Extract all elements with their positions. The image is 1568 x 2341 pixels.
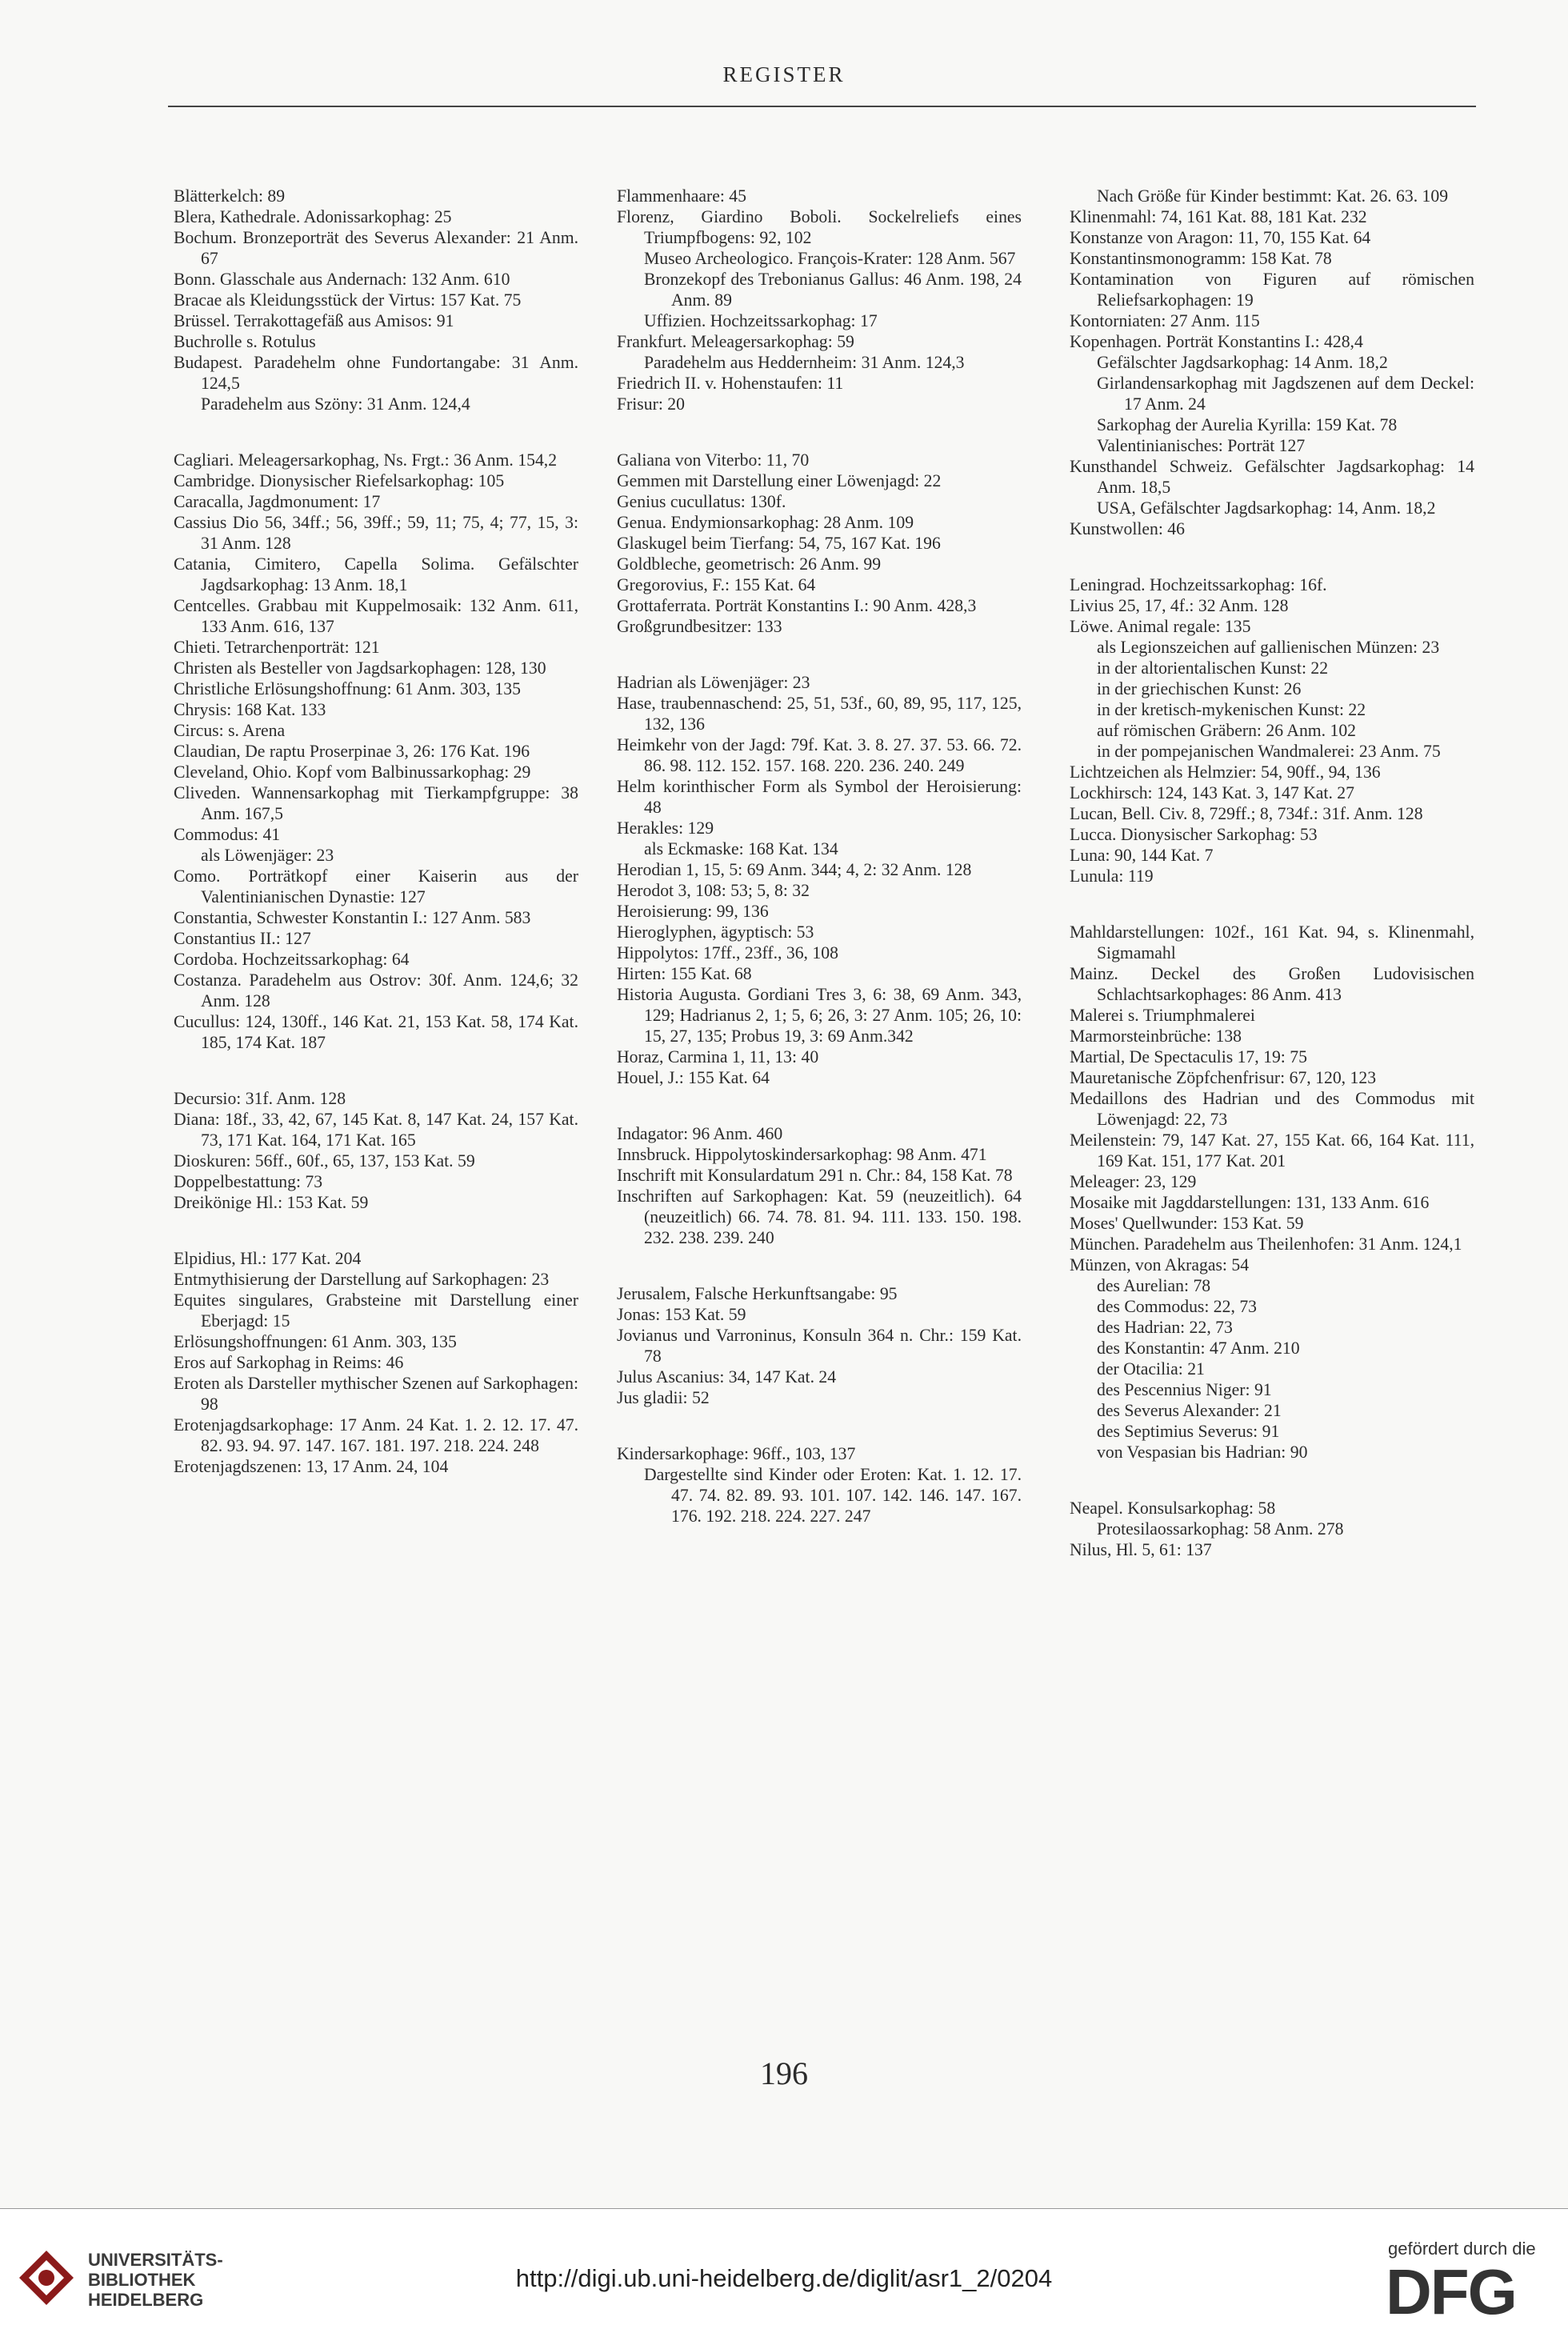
- index-column-middle: [617, 186, 1022, 1527]
- index-entry: Blera, Kathedrale. Adonissarkophag: 25: [174, 207, 452, 226]
- index-subentry: in der pompejanischen Wandmalerei: 23 Anm. 75: [1097, 742, 1441, 761]
- index-entry: Costanza. Paradehelm aus Ostrov: 30f. Anm. 124,6; 32 Anm. 128: [174, 970, 578, 1010]
- section-gap: [174, 1053, 578, 1088]
- index-subentry: des Septimius Severus: 91: [1097, 1422, 1280, 1441]
- index-entry: Hieroglyphen, ägyptisch: 53: [617, 922, 814, 942]
- index-entry: Erotenjagdsarkophage: 17 Anm. 24 Kat. 1. 2. 12. 17. 47. 82. 93. 94. 97. 147. 167. 181. 197. 218. 224. 248: [174, 1415, 578, 1455]
- index-entry: Brüssel. Terrakottagefäß aus Amisos: 91: [174, 311, 454, 330]
- index-entry: Frisur: 20: [617, 394, 685, 414]
- section-gap: [174, 1213, 578, 1248]
- index-entry: Jerusalem, Falsche Herkunftsangabe: 95: [617, 1284, 898, 1303]
- index-subentry: Uffizien. Hochzeitssarkophag: 17: [644, 311, 878, 330]
- index-entry: Mosaike mit Jagddarstellungen: 131, 133 Anm. 616: [1070, 1193, 1430, 1212]
- index-entry: Christen als Besteller von Jagdsarkophagen: 128, 130: [174, 658, 546, 678]
- index-entry: Bonn. Glasschale aus Andernach: 132 Anm. 610: [174, 270, 510, 289]
- header-rule: [168, 106, 1476, 107]
- index-entry: Julus Ascanius: 34, 147 Kat. 24: [617, 1367, 837, 1387]
- index-subentry: als Legionszeichen auf gallienischen Münzen: 23: [1097, 638, 1440, 657]
- index-entry: Medaillons des Hadrian und des Commodus mit Löwenjagd: 22, 73: [1070, 1089, 1474, 1129]
- index-entry: Cagliari. Meleagersarkophag, Ns. Frgt.: 36 Anm. 154,2: [174, 450, 558, 470]
- index-entry: Malerei s. Triumphmalerei: [1070, 1006, 1255, 1025]
- index-entry: Gregorovius, F.: 155 Kat. 64: [617, 575, 816, 594]
- index-entry: Genua. Endymionsarkophag: 28 Anm. 109: [617, 513, 914, 532]
- index-subentry: Valentinianisches: Porträt 127: [1097, 436, 1306, 455]
- index-entry: Eroten als Darsteller mythischer Szenen auf Sarkophagen: 98: [174, 1374, 578, 1414]
- section-gap: [174, 414, 578, 450]
- index-entry: Goldbleche, geometrisch: 26 Anm. 99: [617, 554, 882, 574]
- index-entry: Klinenmahl: 74, 161 Kat. 88, 181 Kat. 232: [1070, 207, 1367, 226]
- index-entry: Erotenjagdszenen: 13, 17 Anm. 24, 104: [174, 1457, 449, 1476]
- index-subentry: Nach Größe für Kinder bestimmt: Kat. 26. 63. 109: [1097, 186, 1449, 206]
- institution-line: UNIVERSITÄTS-: [88, 2250, 223, 2270]
- index-entry: Großgrundbesitzer: 133: [617, 617, 782, 636]
- section-gap: [617, 637, 1022, 672]
- index-subentry: der Otacilia: 21: [1097, 1359, 1205, 1379]
- index-entry: Glaskugel beim Tierfang: 54, 75, 167 Kat. 196: [617, 534, 941, 553]
- permalink-url[interactable]: http://digi.ub.uni-heidelberg.de/diglit/asr1_2/0204: [515, 2264, 1053, 2292]
- index-entry: Innsbruck. Hippolytoskindersarkophag: 98 Anm. 471: [617, 1145, 987, 1164]
- index-subentry: auf römischen Gräbern: 26 Anm. 102: [1097, 721, 1357, 740]
- index-entry: Kunstwollen: 46: [1070, 519, 1185, 538]
- index-entry: Marmorsteinbrüche: 138: [1070, 1026, 1242, 1046]
- funding-caption: gefördert durch die: [1388, 2239, 1536, 2259]
- index-entry: Blätterkelch: 89: [174, 186, 286, 206]
- index-entry: Bracae als Kleidungsstück der Virtus: 157 Kat. 75: [174, 290, 522, 310]
- index-subentry: Gefälschter Jagdsarkophag: 14 Anm. 18,2: [1097, 353, 1388, 372]
- index-entry: Commodus: 41: [174, 825, 281, 844]
- index-subentry: Girlandensarkophag mit Jagdszenen auf dem Deckel: 17 Anm. 24: [1097, 374, 1474, 414]
- index-entry: Genius cucullatus: 130f.: [617, 492, 786, 511]
- index-subentry: Dargestellte sind Kinder oder Eroten: Kat. 1. 12. 17. 47. 74. 82. 89. 93. 101. 107. 142. 146. 147. 167. 176. 192. 218. 224. 227. 247: [644, 1465, 1022, 1526]
- index-entry: Constantia, Schwester Konstantin I.: 127 Anm. 583: [174, 908, 531, 927]
- index-entry: Konstanze von Aragon: 11, 70, 155 Kat. 64: [1070, 228, 1371, 247]
- index-entry: Konstantinsmonogramm: 158 Kat. 78: [1070, 249, 1332, 268]
- index-subentry: Paradehelm aus Heddernheim: 31 Anm. 124,3: [644, 353, 965, 372]
- index-entry: Budapest. Paradehelm ohne Fundortangabe: 31 Anm. 124,5: [174, 353, 578, 393]
- index-entry: Kunsthandel Schweiz. Gefälschter Jagdsarkophag: 14 Anm. 18,5: [1070, 457, 1474, 497]
- index-entry: Eros auf Sarkophag in Reims: 46: [174, 1353, 404, 1372]
- index-subentry: USA, Gefälschter Jagdsarkophag: 14, Anm. 18,2: [1097, 498, 1436, 518]
- section-gap: [617, 1408, 1022, 1443]
- index-entry: Livius 25, 17, 4f.: 32 Anm. 128: [1070, 596, 1289, 615]
- index-subentry: des Pescennius Niger: 91: [1097, 1380, 1272, 1399]
- index-entry: Gemmen mit Darstellung einer Löwenjagd: 22: [617, 471, 942, 490]
- index-entry: Centcelles. Grabbau mit Kuppelmosaik: 132 Anm. 611, 133 Anm. 616, 137: [174, 596, 578, 636]
- index-entry: Frankfurt. Meleagersarkophag: 59: [617, 332, 854, 351]
- index-entry: Bochum. Bronzeporträt des Severus Alexander: 21 Anm. 67: [174, 228, 578, 268]
- index-entry: Löwe. Animal regale: 135: [1070, 617, 1251, 636]
- index-subentry: von Vespasian bis Hadrian: 90: [1097, 1443, 1308, 1462]
- index-entry: Helm korinthischer Form als Symbol der Heroisierung: 48: [617, 777, 1022, 817]
- index-entry: Mauretanische Zöpfchenfrisur: 67, 120, 123: [1070, 1068, 1377, 1087]
- index-entry: Como. Porträtkopf einer Kaiserin aus der Valentinianischen Dynastie: 127: [174, 866, 578, 906]
- index-entry: Cordoba. Hochzeitssarkophag: 64: [174, 950, 410, 969]
- index-subentry: des Commodus: 22, 73: [1097, 1297, 1258, 1316]
- index-entry: Caracalla, Jagdmonument: 17: [174, 492, 381, 511]
- running-header: REGISTER: [722, 62, 846, 86]
- index-entry: Historia Augusta. Gordiani Tres 3, 6: 38, 69 Anm. 343, 129; Hadrianus 2, 1; 5, 6; 26, 3: 27 Anm. 105; 26, 10: 15, 27, 135; Probus 19, 3: 69 Anm.342: [617, 985, 1022, 1046]
- index-entry: Circus: s. Arena: [174, 721, 286, 740]
- index-entry: Neapel. Konsulsarkophag: 58: [1070, 1499, 1276, 1518]
- index-entry: Meleager: 23, 129: [1070, 1172, 1197, 1191]
- index-column-right: [1070, 186, 1474, 1560]
- index-entry: Herakles: 129: [617, 818, 714, 838]
- institution-line: BIBLIOTHEK: [88, 2270, 196, 2290]
- index-entry: Diana: 18f., 33, 42, 67, 145 Kat. 8, 147 Kat. 24, 157 Kat. 73, 171 Kat. 164, 171 Kat. 165: [174, 1110, 578, 1150]
- index-entry: Cleveland, Ohio. Kopf vom Balbinussarkophag: 29: [174, 762, 531, 782]
- index-subentry: Museo Archeologico. François-Krater: 128 Anm. 567: [644, 249, 1016, 268]
- index-entry: Galiana von Viterbo: 11, 70: [617, 450, 810, 470]
- index-entry: Hirten: 155 Kat. 68: [617, 964, 752, 983]
- index-entry: Hadrian als Löwenjäger: 23: [617, 673, 810, 692]
- index-subentry: in der altorientalischen Kunst: 22: [1097, 658, 1329, 678]
- index-subentry: des Hadrian: 22, 73: [1097, 1318, 1233, 1337]
- index-entry: Mahldarstellungen: 102f., 161 Kat. 94, s. Klinenmahl, Sigmamahl: [1070, 922, 1474, 962]
- index-subentry: in der griechischen Kunst: 26: [1097, 679, 1302, 698]
- index-entry: Flammenhaare: 45: [617, 186, 746, 206]
- index-entry: Kopenhagen. Porträt Konstantins I.: 428,4: [1070, 332, 1363, 351]
- index-entry: Kontamination von Figuren auf römischen Reliefsarkophagen: 19: [1070, 270, 1474, 310]
- index-subentry: des Konstantin: 47 Anm. 210: [1097, 1339, 1300, 1358]
- index-entry: Cucullus: 124, 130ff., 146 Kat. 21, 153 Kat. 58, 174 Kat. 185, 174 Kat. 187: [174, 1012, 578, 1052]
- index-entry: Jovianus und Varroninus, Konsuln 364 n. Chr.: 159 Kat. 78: [617, 1326, 1022, 1366]
- index-entry: Cliveden. Wannensarkophag mit Tierkampfgruppe: 38 Anm. 167,5: [174, 783, 578, 823]
- index-subentry: Bronzekopf des Trebonianus Gallus: 46 Anm. 198, 24 Anm. 89: [644, 270, 1022, 310]
- index-entry: Dreikönige Hl.: 153 Kat. 59: [174, 1193, 369, 1212]
- index-entry: Decursio: 31f. Anm. 128: [174, 1089, 346, 1108]
- index-subentry: Paradehelm aus Szöny: 31 Anm. 124,4: [201, 394, 470, 414]
- index-entry: Doppelbestattung: 73: [174, 1172, 323, 1191]
- index-entry: Christliche Erlösungshoffnung: 61 Anm. 303, 135: [174, 679, 521, 698]
- index-entry: Lucan, Bell. Civ. 8, 729ff.; 8, 734f.: 31f. Anm. 128: [1070, 804, 1423, 823]
- section-gap: [1070, 1463, 1474, 1498]
- index-subentry: des Severus Alexander: 21: [1097, 1401, 1282, 1420]
- index-entry: Inschrift mit Konsulardatum 291 n. Chr.: 84, 158 Kat. 78: [617, 1166, 1013, 1185]
- index-entry: Claudian, De raptu Proserpinae 3, 26: 176 Kat. 196: [174, 742, 530, 761]
- index-entry: Erlösungshoffnungen: 61 Anm. 303, 135: [174, 1332, 457, 1351]
- index-entry: Houel, J.: 155 Kat. 64: [617, 1068, 770, 1087]
- index-subentry: in der kretisch-mykenischen Kunst: 22: [1097, 700, 1366, 719]
- index-entry: Entmythisierung der Darstellung auf Sarkophagen: 23: [174, 1270, 550, 1289]
- index-entry: Elpidius, Hl.: 177 Kat. 204: [174, 1249, 362, 1268]
- index-entry: Equites singulares, Grabsteine mit Darstellung einer Eberjagd: 15: [174, 1291, 578, 1331]
- index-entry: Jus gladii: 52: [617, 1388, 710, 1407]
- index-entry: Luna: 90, 144 Kat. 7: [1070, 846, 1214, 865]
- section-gap: [617, 1088, 1022, 1123]
- index-entry: Cassius Dio 56, 34ff.; 56, 39ff.; 59, 11; 75, 4; 77, 15, 3: 31 Anm. 128: [174, 513, 578, 553]
- index-entry: Dioskuren: 56ff., 60f., 65, 137, 153 Kat. 59: [174, 1151, 475, 1170]
- institution-line: HEIDELBERG: [88, 2290, 204, 2310]
- index-entry: Inschriften auf Sarkophagen: Kat. 59 (neuzeitlich). 64 (neuzeitlich) 66. 74. 78. 81. 94. 111. 133. 150. 198. 232. 238. 239. 240: [617, 1187, 1022, 1247]
- index-entry: Chrysis: 168 Kat. 133: [174, 700, 326, 719]
- index-entry: Cambridge. Dionysischer Riefelsarkophag: 105: [174, 471, 505, 490]
- index-subentry: als Löwenjäger: 23: [201, 846, 334, 865]
- index-subentry: des Aurelian: 78: [1097, 1276, 1211, 1295]
- index-entry: Kindersarkophage: 96ff., 103, 137: [617, 1444, 856, 1463]
- index-entry: Chieti. Tetrarchenporträt: 121: [174, 638, 380, 657]
- dfg-logo: DFG: [1386, 2256, 1516, 2327]
- index-entry: Lunula: 119: [1070, 866, 1154, 886]
- section-gap: [1070, 886, 1474, 922]
- index-entry: Hippolytos: 17ff., 23ff., 36, 108: [617, 943, 838, 962]
- index-entry: Münzen, von Akragas: 54: [1070, 1255, 1250, 1275]
- index-entry: Friedrich II. v. Hohenstaufen: 11: [617, 374, 844, 393]
- index-entry: Lockhirsch: 124, 143 Kat. 3, 147 Kat. 27: [1070, 783, 1354, 802]
- index-subentry: Sarkophag der Aurelia Kyrilla: 159 Kat. 78: [1097, 415, 1398, 434]
- section-gap: [617, 1248, 1022, 1283]
- index-entry: Meilenstein: 79, 147 Kat. 27, 155 Kat. 66, 164 Kat. 111, 169 Kat. 151, 177 Kat. 201: [1070, 1130, 1474, 1170]
- index-entry: Indagator: 96 Anm. 460: [617, 1124, 783, 1143]
- index-entry: Moses' Quellwunder: 153 Kat. 59: [1070, 1214, 1304, 1233]
- index-entry: Heimkehr von der Jagd: 79f. Kat. 3. 8. 27. 37. 53. 66. 72. 86. 98. 112. 152. 157. 168. 220. 236. 240. 249: [617, 735, 1022, 775]
- index-entry: Nilus, Hl. 5, 61: 137: [1070, 1540, 1212, 1559]
- index-entry: Herodot 3, 108: 53; 5, 8: 32: [617, 881, 810, 900]
- index-entry: Heroisierung: 99, 136: [617, 902, 769, 921]
- index-column-left: [174, 186, 578, 1477]
- index-entry: Horaz, Carmina 1, 11, 13: 40: [617, 1047, 819, 1066]
- section-gap: [1070, 539, 1474, 574]
- index-entry: Lichtzeichen als Helmzier: 54, 90ff., 94, 136: [1070, 762, 1381, 782]
- page-number: 196: [760, 2055, 808, 2091]
- index-entry: Grottaferrata. Porträt Konstantins I.: 90 Anm. 428,3: [617, 596, 977, 615]
- index-entry: Lucca. Dionysischer Sarkophag: 53: [1070, 825, 1318, 844]
- index-entry: Catania, Cimitero, Capella Solima. Gefälschter Jagdsarkophag: 13 Anm. 18,1: [174, 554, 578, 594]
- index-entry: Constantius II.: 127: [174, 929, 311, 948]
- index-entry: Hase, traubennaschend: 25, 51, 53f., 60, 89, 95, 117, 125, 132, 136: [617, 694, 1022, 734]
- index-entry: Jonas: 153 Kat. 59: [617, 1305, 746, 1324]
- index-entry: Florenz, Giardino Boboli. Sockelreliefs eines Triumpfbogens: 92, 102: [617, 207, 1022, 247]
- index-subentry: als Eckmaske: 168 Kat. 134: [644, 839, 838, 858]
- index-entry: Herodian 1, 15, 5: 69 Anm. 344; 4, 2: 32 Anm. 128: [617, 860, 972, 879]
- index-subentry: Protesilaossarkophag: 58 Anm. 278: [1097, 1519, 1344, 1539]
- section-gap: [617, 414, 1022, 450]
- index-entry: Leningrad. Hochzeitssarkophag: 16f.: [1070, 575, 1327, 594]
- index-entry: München. Paradehelm aus Theilenhofen: 31 Anm. 124,1: [1070, 1235, 1462, 1254]
- index-entry: Buchrolle s. Rotulus: [174, 332, 316, 351]
- index-entry: Martial, De Spectaculis 17, 19: 75: [1070, 1047, 1307, 1066]
- index-entry: Kontorniaten: 27 Anm. 115: [1070, 311, 1260, 330]
- index-entry: Mainz. Deckel des Großen Ludovisischen Schlachtsarkophages: 86 Anm. 413: [1070, 964, 1474, 1004]
- footer-divider: [0, 2208, 1568, 2209]
